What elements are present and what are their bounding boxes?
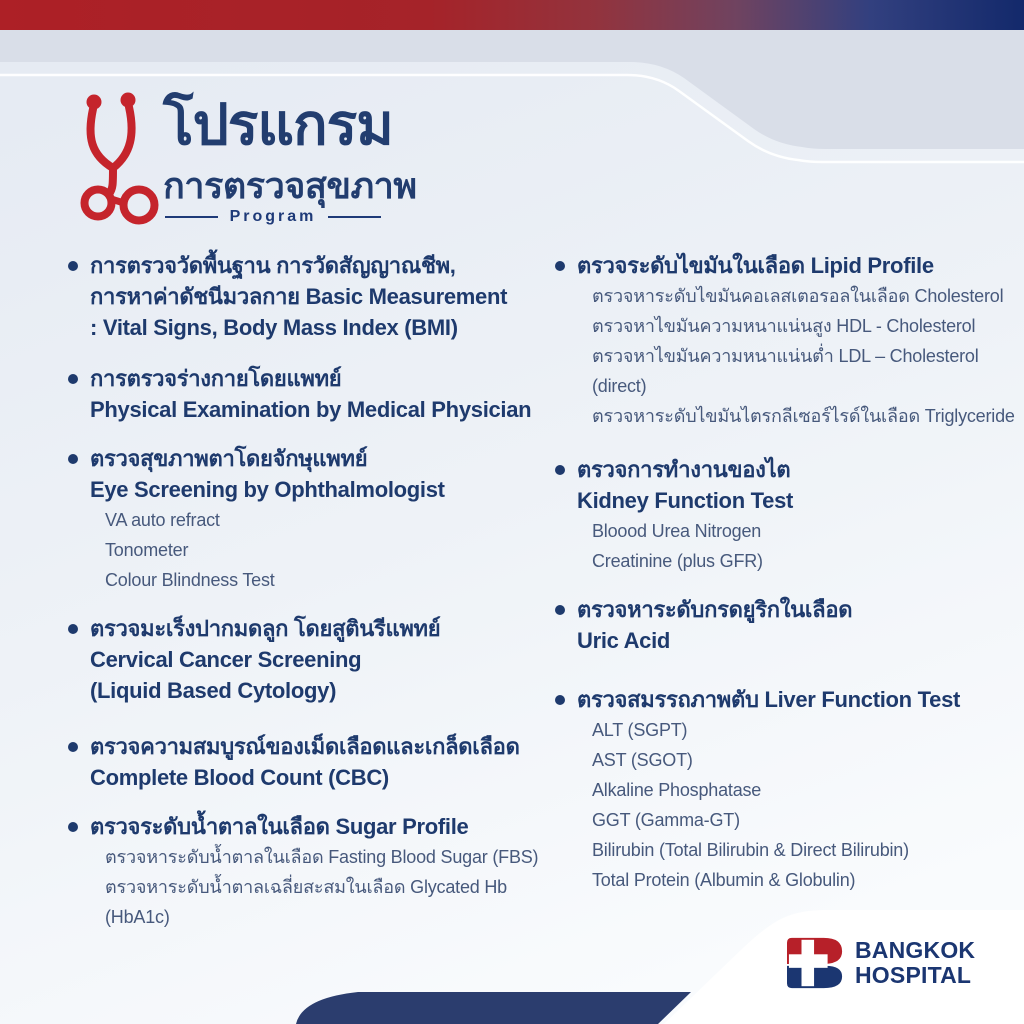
list-item [66, 811, 558, 932]
item-sub-line: Tonometer [105, 540, 189, 560]
list-item [553, 684, 1021, 895]
item-sub-line: ตรวจหาไขมันความหนาแน่นสูง HDL - Cholesterol [592, 316, 976, 336]
bullet-dot [68, 261, 78, 271]
list-item [66, 443, 558, 595]
item-title-line: Physical Examination by Medical Physician [90, 397, 532, 422]
bullet-dot [68, 624, 78, 634]
item-title-line: Uric Acid [577, 628, 671, 653]
item-title-line: : Vital Signs, Body Mass Index (BMI) [90, 315, 458, 340]
item-title-line: Eye Screening by Ophthalmologist [90, 477, 445, 502]
hospital-logo-wordmark [855, 938, 975, 988]
hospital-logo-line2: HOSPITAL [855, 962, 972, 988]
item-sub-line: Colour Blindness Test [105, 570, 275, 590]
list-item [66, 613, 558, 706]
item-sub-line: ตรวจหาระดับไขมันไตรกลีเซอร์ไรด์ในเลือด Triglyceride [592, 406, 1015, 426]
hospital-logo [787, 937, 975, 989]
bullet-dot [555, 465, 565, 475]
item-sub-line: AST (SGOT) [592, 750, 693, 770]
list-item [553, 594, 1021, 656]
list-item [553, 454, 1021, 576]
item-sub-line: Total Protein (Albumin & Globulin) [592, 870, 856, 890]
bullet-dot [68, 374, 78, 384]
checkup-column-right [553, 250, 1021, 913]
stethoscope-icon [66, 92, 166, 227]
list-item [66, 363, 558, 425]
top-gradient-bar [0, 0, 1024, 30]
item-sub-line: Alkaline Phosphatase [592, 780, 762, 800]
bullet-dot [555, 261, 565, 271]
item-sub-line: Creatinine (plus GFR) [592, 551, 763, 571]
item-title-line: (Liquid Based Cytology) [90, 678, 337, 703]
item-title-line: ตรวจระดับไขมันในเลือด Lipid Profile [577, 253, 934, 278]
item-title-line: ตรวจหาระดับกรดยูริกในเลือด [577, 597, 853, 622]
list-item [553, 250, 1021, 431]
item-sub-line: ตรวจหาระดับน้ำตาลเฉลี่ยสะสมในเลือด Glycated Hb (HbA1c) [105, 877, 507, 927]
item-title-line: Kidney Function Test [577, 488, 794, 513]
page-subtitle-thai: การตรวจสุขภาพ [163, 165, 417, 206]
footer-navy-band [296, 992, 691, 1024]
item-title-line: การตรวจร่างกายโดยแพทย์ [90, 366, 342, 391]
divider-line-left [165, 216, 218, 218]
bullet-dot [555, 695, 565, 705]
item-sub-line: Bloood Urea Nitrogen [592, 521, 762, 541]
checkup-column-left [66, 250, 558, 950]
bullet-dot [68, 742, 78, 752]
divider-line-right [328, 216, 381, 218]
item-sub-line: ALT (SGPT) [592, 720, 688, 740]
hospital-logo-line1: BANGKOK [855, 937, 976, 963]
item-sub-line: ตรวจหาระดับน้ำตาลในเลือด Fasting Blood Sugar (FBS) [105, 847, 539, 867]
list-item [66, 250, 558, 343]
item-sub-line: GGT (Gamma-GT) [592, 810, 740, 830]
item-title-line: การตรวจวัดพื้นฐาน การวัดสัญญาณชีพ, [90, 253, 456, 278]
item-title-line: Cervical Cancer Screening [90, 647, 362, 672]
item-title-line: Complete Blood Count (CBC) [90, 765, 389, 790]
item-sub-line: VA auto refract [105, 510, 220, 530]
item-sub-line: ตรวจหาระดับไขมันคอเลสเตอรอลในเลือด Cholesterol [592, 286, 1004, 306]
item-title-line: ตรวจความสมบูรณ์ของเม็ดเลือดและเกล็ดเลือด [90, 734, 520, 759]
item-title-line: ตรวจสุขภาพตาโดยจักษุแพทย์ [90, 446, 368, 471]
hospital-cross-mark-icon [787, 937, 845, 989]
item-sub-line: ตรวจหาไขมันความหนาแน่นต่ำ LDL – Cholesterol (direct) [592, 346, 979, 396]
item-title-line: ตรวจมะเร็งปากมดลูก โดยสูตินรีแพทย์ [90, 616, 441, 641]
item-title-line: การหาค่าดัชนีมวลกาย Basic Measurement [90, 284, 508, 309]
program-divider-row [165, 208, 381, 226]
page-title-thai: โปรแกรม [163, 93, 393, 157]
item-title-line: ตรวจการทำงานของไต [577, 457, 791, 482]
item-sub-line: Bilirubin (Total Bilirubin & Direct Bilirubin) [592, 840, 909, 860]
program-label: Program [229, 208, 317, 225]
item-title-line: ตรวจสมรรถภาพตับ Liver Function Test [577, 687, 961, 712]
bullet-dot [68, 822, 78, 832]
item-title-line: ตรวจระดับน้ำตาลในเลือด Sugar Profile [90, 814, 469, 839]
list-item [66, 731, 558, 793]
bullet-dot [68, 454, 78, 464]
bullet-dot [555, 605, 565, 615]
